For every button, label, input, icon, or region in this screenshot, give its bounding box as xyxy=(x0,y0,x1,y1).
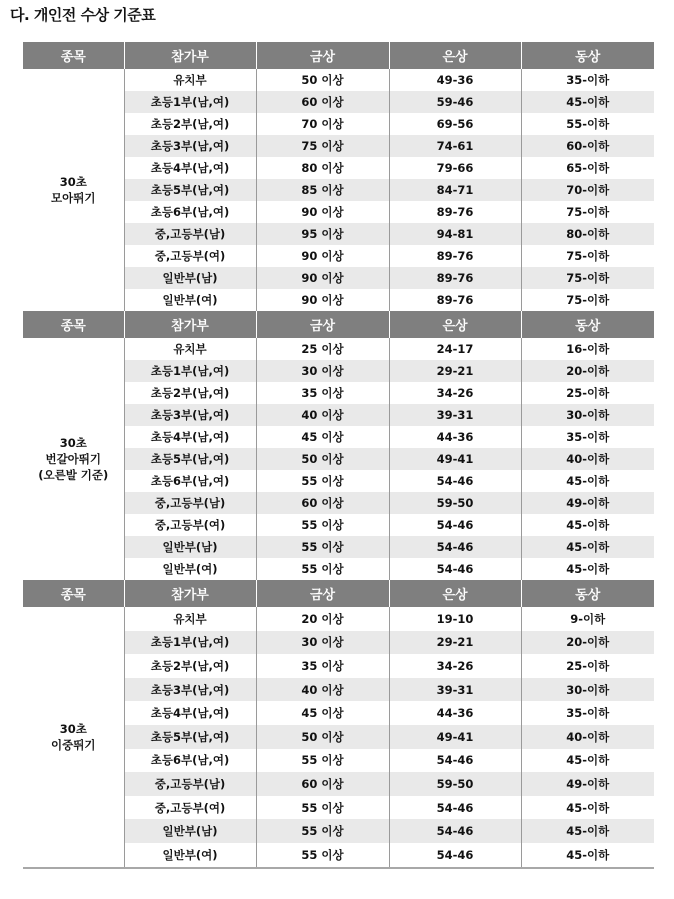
event-name-cell xyxy=(23,69,124,311)
section-header xyxy=(23,42,654,69)
silver-cell: 24-17 xyxy=(389,338,521,360)
silver-cell: 54-46 xyxy=(389,536,521,558)
header-bronze: 동상 xyxy=(521,580,654,607)
division-cell: 초등3부(남,여) xyxy=(124,678,256,702)
division-cell: 초등6부(남,여) xyxy=(124,749,256,773)
silver-cell: 69-56 xyxy=(389,113,521,135)
division-cell: 초등4부(남,여) xyxy=(124,426,256,448)
gold-cell: 45 이상 xyxy=(256,701,389,725)
header-division: 참가부 xyxy=(124,311,256,338)
silver-cell: 39-31 xyxy=(389,678,521,702)
bronze-cell: 80-이하 xyxy=(521,223,654,245)
header-event: 종목 xyxy=(23,580,124,607)
gold-cell: 55 이상 xyxy=(256,514,389,536)
gold-cell: 30 이상 xyxy=(256,360,389,382)
section-header xyxy=(23,311,654,338)
gold-cell: 90 이상 xyxy=(256,267,389,289)
gold-cell: 60 이상 xyxy=(256,772,389,796)
section-body xyxy=(23,69,654,311)
section-header xyxy=(23,580,654,607)
bronze-cell: 75-이하 xyxy=(521,289,654,311)
silver-cell: 79-66 xyxy=(389,157,521,179)
event-name-line: 30초 xyxy=(59,175,87,189)
silver-cell: 54-46 xyxy=(389,843,521,868)
gold-cell: 55 이상 xyxy=(256,796,389,820)
silver-cell: 94-81 xyxy=(389,223,521,245)
gold-cell: 40 이상 xyxy=(256,404,389,426)
gold-cell: 80 이상 xyxy=(256,157,389,179)
division-cell: 중,고등부(남) xyxy=(124,223,256,245)
bronze-cell: 65-이하 xyxy=(521,157,654,179)
silver-cell: 39-31 xyxy=(389,404,521,426)
bronze-cell: 45-이하 xyxy=(521,843,654,868)
division-cell: 초등1부(남,여) xyxy=(124,631,256,655)
division-cell: 초등5부(남,여) xyxy=(124,179,256,201)
header-row xyxy=(23,42,654,69)
event-name-cell xyxy=(23,607,124,868)
division-cell: 중,고등부(남) xyxy=(124,772,256,796)
division-cell: 유치부 xyxy=(124,338,256,360)
division-cell: 중,고등부(남) xyxy=(124,492,256,514)
gold-cell: 50 이상 xyxy=(256,69,389,91)
gold-cell: 75 이상 xyxy=(256,135,389,157)
division-cell: 초등2부(남,여) xyxy=(124,654,256,678)
division-cell: 초등5부(남,여) xyxy=(124,448,256,470)
division-cell: 초등4부(남,여) xyxy=(124,157,256,179)
division-cell: 중,고등부(여) xyxy=(124,514,256,536)
bronze-cell: 60-이하 xyxy=(521,135,654,157)
bronze-cell: 55-이하 xyxy=(521,113,654,135)
header-row xyxy=(23,580,654,607)
bronze-cell: 35-이하 xyxy=(521,701,654,725)
bronze-cell: 16-이하 xyxy=(521,338,654,360)
silver-cell: 59-50 xyxy=(389,772,521,796)
gold-cell: 50 이상 xyxy=(256,725,389,749)
header-gold: 금상 xyxy=(256,311,389,338)
gold-cell: 55 이상 xyxy=(256,558,389,580)
silver-cell: 54-46 xyxy=(389,749,521,773)
silver-cell: 19-10 xyxy=(389,607,521,631)
bronze-cell: 75-이하 xyxy=(521,201,654,223)
table-row xyxy=(23,338,654,360)
header-silver: 은상 xyxy=(389,311,521,338)
award-criteria-table xyxy=(23,42,654,869)
event-name-line: (오른발 기준) xyxy=(38,468,109,482)
gold-cell: 85 이상 xyxy=(256,179,389,201)
silver-cell: 34-26 xyxy=(389,382,521,404)
bronze-cell: 45-이하 xyxy=(521,558,654,580)
header-event: 종목 xyxy=(23,42,124,69)
division-cell: 초등2부(남,여) xyxy=(124,382,256,404)
silver-cell: 54-46 xyxy=(389,514,521,536)
gold-cell: 35 이상 xyxy=(256,654,389,678)
gold-cell: 50 이상 xyxy=(256,448,389,470)
silver-cell: 44-36 xyxy=(389,426,521,448)
table-row xyxy=(23,69,654,91)
gold-cell: 90 이상 xyxy=(256,245,389,267)
gold-cell: 40 이상 xyxy=(256,678,389,702)
section-body xyxy=(23,338,654,580)
header-silver: 은상 xyxy=(389,580,521,607)
silver-cell: 54-46 xyxy=(389,558,521,580)
bronze-cell: 45-이하 xyxy=(521,514,654,536)
section-body xyxy=(23,607,654,868)
bronze-cell: 45-이하 xyxy=(521,536,654,558)
gold-cell: 90 이상 xyxy=(256,201,389,223)
bronze-cell: 25-이하 xyxy=(521,654,654,678)
header-bronze: 동상 xyxy=(521,311,654,338)
division-cell: 초등2부(남,여) xyxy=(124,113,256,135)
bronze-cell: 35-이하 xyxy=(521,69,654,91)
bronze-cell: 45-이하 xyxy=(521,796,654,820)
bronze-cell: 45-이하 xyxy=(521,819,654,843)
gold-cell: 90 이상 xyxy=(256,289,389,311)
table-row xyxy=(23,607,654,631)
event-name-line: 30초 xyxy=(59,436,87,450)
bronze-cell: 49-이하 xyxy=(521,772,654,796)
bronze-cell: 75-이하 xyxy=(521,245,654,267)
silver-cell: 89-76 xyxy=(389,267,521,289)
silver-cell: 54-46 xyxy=(389,796,521,820)
division-cell: 일반부(남) xyxy=(124,267,256,289)
gold-cell: 25 이상 xyxy=(256,338,389,360)
header-row xyxy=(23,311,654,338)
division-cell: 일반부(여) xyxy=(124,558,256,580)
division-cell: 유치부 xyxy=(124,607,256,631)
division-cell: 초등6부(남,여) xyxy=(124,201,256,223)
silver-cell: 49-41 xyxy=(389,725,521,749)
bronze-cell: 40-이하 xyxy=(521,725,654,749)
bronze-cell: 40-이하 xyxy=(521,448,654,470)
header-bronze: 동상 xyxy=(521,42,654,69)
silver-cell: 29-21 xyxy=(389,360,521,382)
bronze-cell: 70-이하 xyxy=(521,179,654,201)
bronze-cell: 25-이하 xyxy=(521,382,654,404)
silver-cell: 34-26 xyxy=(389,654,521,678)
division-cell: 초등1부(남,여) xyxy=(124,91,256,113)
event-name-line: 모아뛰기 xyxy=(51,191,96,205)
event-name-line: 이중뛰기 xyxy=(51,737,96,752)
header-division: 참가부 xyxy=(124,580,256,607)
bronze-cell: 35-이하 xyxy=(521,426,654,448)
division-cell: 초등5부(남,여) xyxy=(124,725,256,749)
gold-cell: 60 이상 xyxy=(256,91,389,113)
award-criteria-table-wrap xyxy=(23,42,654,869)
division-cell: 중,고등부(여) xyxy=(124,245,256,267)
gold-cell: 55 이상 xyxy=(256,819,389,843)
gold-cell: 55 이상 xyxy=(256,536,389,558)
event-name-cell xyxy=(23,338,124,580)
header-division: 참가부 xyxy=(124,42,256,69)
silver-cell: 89-76 xyxy=(389,289,521,311)
gold-cell: 30 이상 xyxy=(256,631,389,655)
division-cell: 일반부(여) xyxy=(124,289,256,311)
silver-cell: 49-36 xyxy=(389,69,521,91)
bronze-cell: 75-이하 xyxy=(521,267,654,289)
division-cell: 초등4부(남,여) xyxy=(124,701,256,725)
gold-cell: 95 이상 xyxy=(256,223,389,245)
bronze-cell: 49-이하 xyxy=(521,492,654,514)
silver-cell: 89-76 xyxy=(389,245,521,267)
event-name-line: 30초 xyxy=(59,721,87,736)
gold-cell: 45 이상 xyxy=(256,426,389,448)
bronze-cell: 20-이하 xyxy=(521,360,654,382)
header-gold: 금상 xyxy=(256,42,389,69)
gold-cell: 35 이상 xyxy=(256,382,389,404)
silver-cell: 44-36 xyxy=(389,701,521,725)
document-title: 다. 개인전 수상 기준표 xyxy=(10,6,156,24)
bronze-cell: 9-이하 xyxy=(521,607,654,631)
silver-cell: 84-71 xyxy=(389,179,521,201)
gold-cell: 55 이상 xyxy=(256,749,389,773)
division-cell: 초등1부(남,여) xyxy=(124,360,256,382)
division-cell: 일반부(남) xyxy=(124,536,256,558)
silver-cell: 59-50 xyxy=(389,492,521,514)
division-cell: 초등6부(남,여) xyxy=(124,470,256,492)
bronze-cell: 45-이하 xyxy=(521,749,654,773)
gold-cell: 60 이상 xyxy=(256,492,389,514)
division-cell: 유치부 xyxy=(124,69,256,91)
gold-cell: 55 이상 xyxy=(256,843,389,868)
header-gold: 금상 xyxy=(256,580,389,607)
header-silver: 은상 xyxy=(389,42,521,69)
silver-cell: 29-21 xyxy=(389,631,521,655)
division-cell: 일반부(남) xyxy=(124,819,256,843)
silver-cell: 54-46 xyxy=(389,819,521,843)
silver-cell: 74-61 xyxy=(389,135,521,157)
silver-cell: 59-46 xyxy=(389,91,521,113)
silver-cell: 54-46 xyxy=(389,470,521,492)
header-event: 종목 xyxy=(23,311,124,338)
silver-cell: 89-76 xyxy=(389,201,521,223)
bronze-cell: 30-이하 xyxy=(521,678,654,702)
bronze-cell: 30-이하 xyxy=(521,404,654,426)
division-cell: 초등3부(남,여) xyxy=(124,135,256,157)
division-cell: 초등3부(남,여) xyxy=(124,404,256,426)
division-cell: 일반부(여) xyxy=(124,843,256,868)
gold-cell: 55 이상 xyxy=(256,470,389,492)
gold-cell: 70 이상 xyxy=(256,113,389,135)
event-name-line: 번갈아뛰기 xyxy=(45,452,102,466)
bronze-cell: 45-이하 xyxy=(521,91,654,113)
bronze-cell: 20-이하 xyxy=(521,631,654,655)
division-cell: 중,고등부(여) xyxy=(124,796,256,820)
silver-cell: 49-41 xyxy=(389,448,521,470)
bronze-cell: 45-이하 xyxy=(521,470,654,492)
gold-cell: 20 이상 xyxy=(256,607,389,631)
